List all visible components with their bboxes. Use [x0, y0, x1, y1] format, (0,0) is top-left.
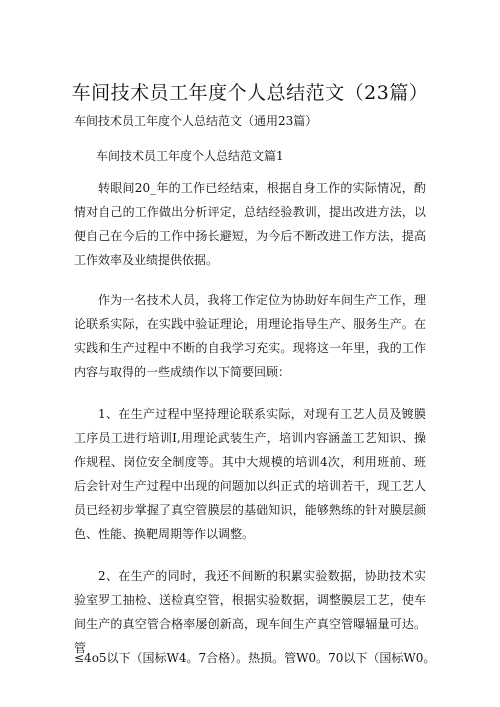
section-heading: 车间技术员工年度个人总结范文篇1 [96, 149, 284, 163]
paragraph-4: 2、在生产的同时，我还不间断的积累实验数据，协助技术实验室罗工抽检、送检真空管，根据实验数据，调整膜层工艺，使车间生产的真空管合格率屡创新高，现车间生产真空管曝辐量可达。管 [74, 569, 426, 655]
paragraph-3: 1、在生产过程中坚持理论联系实际，对现有工艺人员及镀膜工序员工进行培训I,用理论武装生产，培训内容涵盖工艺知识、操作规程、岗位安全制度等。其中大规模的培训4次，利用班前、班后会针对生产过程中出现的问题加以纠正式的培训若干，现工艺人员已经初步掌握了真空管膜层的基础知识，能够熟练的针对膜层颜色、性能、换靶周期等作以调整。 [74, 407, 426, 541]
paragraph-4-continuation: ≤4o5以下（国标W4。7合格）。热损。管W0。70以下（国标W0。 [74, 651, 436, 665]
paragraph-2: 作为一名技术人员，我将工作定位为协助好车间生产工作，理论联系实际，在实践中验证理论，用理论指导生产、服务生产。在实践和生产过程中不断的自我学习充实。现将这一年里，我的工作内容与取得的一些成绩作以下简要回顾： [74, 293, 426, 379]
paragraph-1: 转眼间20_年的工作已经结束，根据自身工作的实际情况，酌情对自己的工作做出分析评定，总结经验教训，提出改进方法，以便自己在今后的工作中扬长避短，为今后不断改进工作方法，提高工作效率及业绩提供依据。 [74, 181, 426, 267]
document-title: 车间技术员工年度个人总结范文（23篇） [71, 82, 429, 104]
document-subtitle: 车间技术员工年度个人总结范文（通用23篇） [74, 114, 318, 128]
